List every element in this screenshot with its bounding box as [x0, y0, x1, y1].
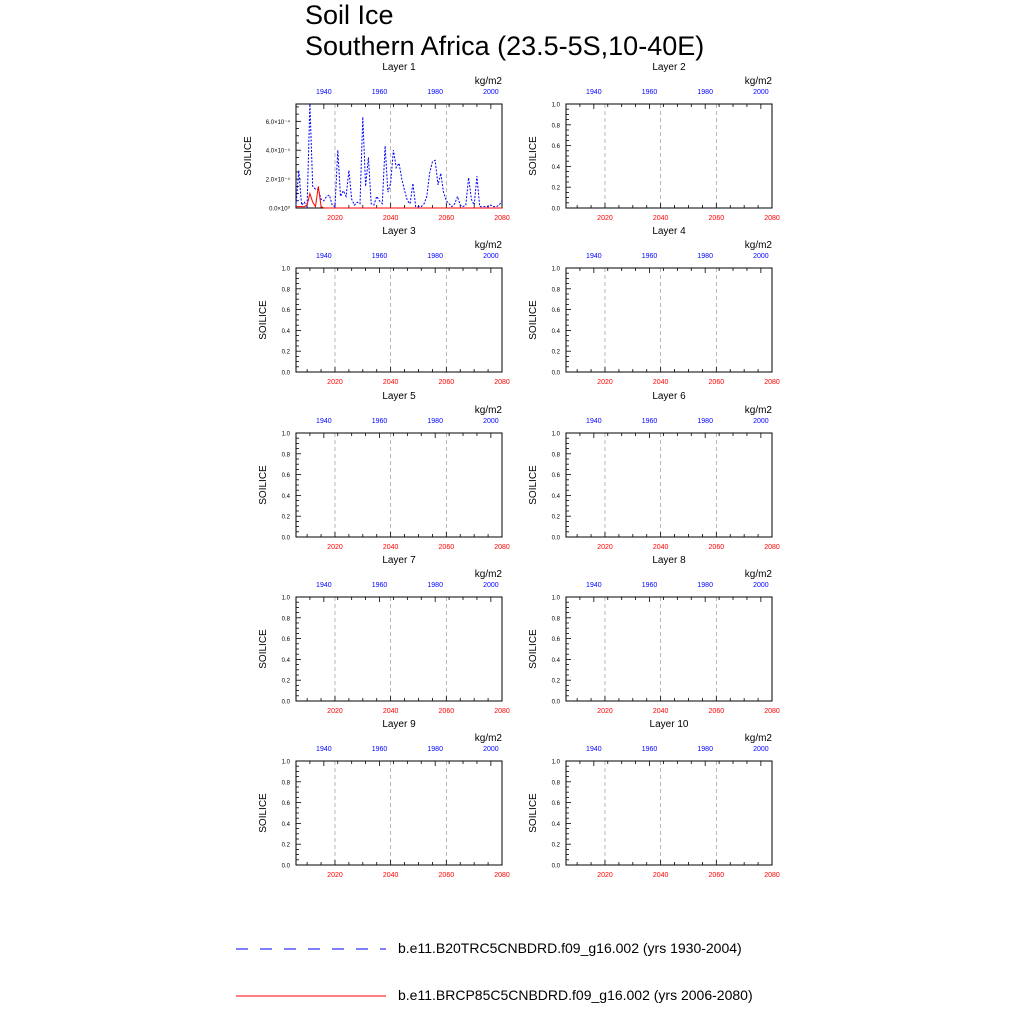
layer-10-title: Layer 10	[649, 719, 689, 730]
layer-4-bottom-tick-label-2020: 2020	[597, 379, 613, 386]
layer-7-bottom-tick-label-2080: 2080	[494, 708, 510, 715]
layer-7-bottom-tick-label-2060: 2060	[438, 708, 455, 715]
layer-6-y-tick-label: 0.2	[551, 514, 560, 521]
layer-2-y-tick-label: 1.0	[551, 102, 560, 109]
layer-9-y-tick-label: 0.2	[281, 842, 290, 849]
layer-10-bottom-tick-label-2040: 2040	[652, 872, 669, 879]
layer-1-ylabel: SOILICE	[243, 136, 254, 176]
layer-10-top-tick-label-1980: 1980	[697, 746, 713, 753]
layer-6-bottom-tick-label-2020: 2020	[597, 544, 613, 551]
layer-5-frame	[296, 433, 502, 537]
layer-4-title: Layer 4	[652, 226, 686, 237]
layer-2-y-tick-label: 0.0	[551, 206, 560, 213]
layer-3-y-tick-label: 0.4	[281, 328, 290, 335]
layer-6-y-tick-label: 0.8	[551, 452, 560, 459]
layer-9-top-tick-label-1940: 1940	[316, 746, 332, 753]
layer-3-top-tick-label-1980: 1980	[427, 253, 443, 260]
layer-8-y-tick-label: 0.2	[551, 678, 560, 685]
layer-7-top-tick-label-1940: 1940	[316, 582, 332, 589]
title-line-1: Soil Ice	[305, 0, 394, 30]
layer-2-bottom-tick-label-2020: 2020	[597, 215, 613, 222]
layer-6-title: Layer 6	[652, 391, 686, 402]
layer-9-top-tick-label-1960: 1960	[371, 746, 388, 753]
layer-8-top-tick-label-1940: 1940	[586, 582, 602, 589]
layer-10-y-tick-label: 0.0	[551, 863, 560, 870]
layer-5-bottom-tick-label-2020: 2020	[327, 544, 343, 551]
layer-3-y-tick-label: 0.8	[281, 287, 290, 294]
layer-5-y-tick-label: 0.6	[281, 473, 290, 480]
layer-4-y-tick-label: 0.8	[551, 287, 560, 294]
layer-2-top-tick-label-1980: 1980	[697, 89, 713, 96]
layer-1-top-tick-label-1940: 1940	[316, 89, 332, 96]
layer-6-y-tick-label: 0.0	[551, 535, 560, 542]
layer-2-top-tick-label-2000: 2000	[753, 89, 769, 96]
layer-4-y-tick-label: 0.2	[551, 349, 560, 356]
layer-10-top-tick-label-1940: 1940	[586, 746, 602, 753]
layer-1-top-tick-label-1960: 1960	[371, 89, 388, 96]
layer-4-ylabel: SOILICE	[528, 300, 539, 340]
layer-7-y-tick-label: 1.0	[281, 595, 290, 602]
layer-7-y-tick-label: 0.8	[281, 616, 290, 623]
layer-7-bottom-tick-label-2040: 2040	[382, 708, 399, 715]
layer-2-bottom-tick-label-2060: 2060	[708, 215, 725, 222]
layer-9-bottom-tick-label-2040: 2040	[382, 872, 399, 879]
layer-4-y-tick-label: 0.0	[551, 370, 560, 377]
layer-4-bottom-tick-label-2040: 2040	[652, 379, 669, 386]
layer-3-y-tick-label: 0.2	[281, 349, 290, 356]
layer-2-top-tick-label-1960: 1960	[641, 89, 658, 96]
layer-5-y-tick-label: 0.2	[281, 514, 290, 521]
layer-3-ylabel: SOILICE	[258, 300, 269, 340]
layer-10-bottom-tick-label-2020: 2020	[597, 872, 613, 879]
layer-4-top-tick-label-2000: 2000	[753, 253, 769, 260]
legend-label-historical: b.e11.B20TRC5CNBDRD.f09_g16.002 (yrs 1930-2004)	[398, 940, 742, 956]
layer-8-top-tick-label-1980: 1980	[697, 582, 713, 589]
layer-10-top-tick-label-2000: 2000	[753, 746, 769, 753]
layer-9-bottom-tick-label-2060: 2060	[438, 872, 455, 879]
layer-5-top-tick-label-1960: 1960	[371, 418, 388, 425]
layer-2-y-tick-label: 0.4	[551, 164, 560, 171]
layer-5-units: kg/m2	[474, 405, 502, 416]
layer-10-y-tick-label: 0.8	[551, 780, 560, 787]
layer-3-units: kg/m2	[474, 240, 502, 251]
layer-3-bottom-tick-label-2060: 2060	[438, 379, 455, 386]
layer-5-ylabel: SOILICE	[258, 465, 269, 505]
layer-10-frame	[566, 761, 772, 865]
layer-10-y-tick-label: 0.2	[551, 842, 560, 849]
layer-9-bottom-tick-label-2080: 2080	[494, 872, 510, 879]
layer-3-title: Layer 3	[382, 226, 416, 237]
layer-4-y-tick-label: 0.6	[551, 308, 560, 315]
layer-1-title: Layer 1	[382, 62, 416, 73]
layer-2-y-tick-label: 0.2	[551, 185, 560, 192]
layer-2-frame	[566, 104, 772, 208]
layer-1-frame	[296, 104, 502, 208]
layer-3-y-tick-label: 0.6	[281, 308, 290, 315]
layer-8-bottom-tick-label-2020: 2020	[597, 708, 613, 715]
layer-5-y-tick-label: 0.4	[281, 493, 290, 500]
layer-6-bottom-tick-label-2080: 2080	[764, 544, 780, 551]
layer-7-y-tick-label: 0.6	[281, 637, 290, 644]
layer-3-bottom-tick-label-2040: 2040	[382, 379, 399, 386]
legend	[0, 930, 1024, 1020]
layer-3-bottom-tick-label-2080: 2080	[494, 379, 510, 386]
layer-8-y-tick-label: 1.0	[551, 595, 560, 602]
layer-10-units: kg/m2	[744, 733, 772, 744]
layer-4-top-tick-label-1960: 1960	[641, 253, 658, 260]
layer-7-frame	[296, 597, 502, 701]
layer-5-y-tick-label: 0.0	[281, 535, 290, 542]
layer-8-bottom-tick-label-2040: 2040	[652, 708, 669, 715]
layer-8-bottom-tick-label-2060: 2060	[708, 708, 725, 715]
layer-1-top-tick-label-1980: 1980	[427, 89, 443, 96]
layer-9-y-tick-label: 0.4	[281, 821, 290, 828]
layer-7-top-tick-label-2000: 2000	[483, 582, 499, 589]
layer-7-top-tick-label-1960: 1960	[371, 582, 388, 589]
layer-9-bottom-tick-label-2020: 2020	[327, 872, 343, 879]
layer-7-title: Layer 7	[382, 555, 416, 566]
layer-1-y-tick-label: 0.0×10⁰	[269, 206, 290, 213]
layer-9-y-tick-label: 0.8	[281, 780, 290, 787]
layer-4-frame	[566, 268, 772, 372]
layer-1-series-historical	[296, 104, 502, 207]
layer-7-bottom-tick-label-2020: 2020	[327, 708, 343, 715]
layer-1-bottom-tick-label-2080: 2080	[494, 215, 510, 222]
layer-10-ylabel: SOILICE	[528, 793, 539, 833]
layer-4-top-tick-label-1980: 1980	[697, 253, 713, 260]
layer-3-top-tick-label-1960: 1960	[371, 253, 388, 260]
layer-6-top-tick-label-1960: 1960	[641, 418, 658, 425]
layer-5-bottom-tick-label-2060: 2060	[438, 544, 455, 551]
layer-4-bottom-tick-label-2060: 2060	[708, 379, 725, 386]
layer-2-bottom-tick-label-2080: 2080	[764, 215, 780, 222]
layer-2-y-tick-label: 0.6	[551, 144, 560, 151]
layer-1-bottom-tick-label-2060: 2060	[438, 215, 455, 222]
layer-3-top-tick-label-2000: 2000	[483, 253, 499, 260]
layer-8-y-tick-label: 0.6	[551, 637, 560, 644]
layer-8-top-tick-label-2000: 2000	[753, 582, 769, 589]
layer-10-top-tick-label-1960: 1960	[641, 746, 658, 753]
layer-2-units: kg/m2	[744, 76, 772, 87]
layer-10-bottom-tick-label-2060: 2060	[708, 872, 725, 879]
layer-3-y-tick-label: 1.0	[281, 266, 290, 273]
layer-9-units: kg/m2	[474, 733, 502, 744]
layer-4-bottom-tick-label-2080: 2080	[764, 379, 780, 386]
layer-8-y-tick-label: 0.0	[551, 699, 560, 706]
layer-6-top-tick-label-1980: 1980	[697, 418, 713, 425]
layer-6-units: kg/m2	[744, 405, 772, 416]
layer-4-units: kg/m2	[744, 240, 772, 251]
layer-7-y-tick-label: 0.2	[281, 678, 290, 685]
layer-5-y-tick-label: 0.8	[281, 452, 290, 459]
layer-6-bottom-tick-label-2040: 2040	[652, 544, 669, 551]
layer-5-top-tick-label-1980: 1980	[427, 418, 443, 425]
title-line-2: Southern Africa (23.5-5S,10-40E)	[305, 31, 705, 61]
layer-5-title: Layer 5	[382, 391, 416, 402]
layer-2-bottom-tick-label-2040: 2040	[652, 215, 669, 222]
layer-5-y-tick-label: 1.0	[281, 431, 290, 438]
layer-1-y-tick-label: 6.0×10⁻⁴	[265, 119, 290, 126]
layer-5-top-tick-label-1940: 1940	[316, 418, 332, 425]
layer-1-bottom-tick-label-2040: 2040	[382, 215, 399, 222]
layer-9-y-tick-label: 1.0	[281, 759, 290, 766]
layer-6-top-tick-label-1940: 1940	[586, 418, 602, 425]
layer-6-y-tick-label: 0.4	[551, 493, 560, 500]
layer-8-bottom-tick-label-2080: 2080	[764, 708, 780, 715]
layer-10-bottom-tick-label-2080: 2080	[764, 872, 780, 879]
layer-2-top-tick-label-1940: 1940	[586, 89, 602, 96]
layer-6-bottom-tick-label-2060: 2060	[708, 544, 725, 551]
layer-3-y-tick-label: 0.0	[281, 370, 290, 377]
layer-7-ylabel: SOILICE	[258, 629, 269, 669]
layer-9-title: Layer 9	[382, 719, 416, 730]
layer-8-y-tick-label: 0.4	[551, 657, 560, 664]
layer-4-y-tick-label: 0.4	[551, 328, 560, 335]
layer-3-top-tick-label-1940: 1940	[316, 253, 332, 260]
layer-8-ylabel: SOILICE	[528, 629, 539, 669]
layer-7-units: kg/m2	[474, 569, 502, 580]
layer-8-units: kg/m2	[744, 569, 772, 580]
layer-6-frame	[566, 433, 772, 537]
layer-9-frame	[296, 761, 502, 865]
layer-3-frame	[296, 268, 502, 372]
layer-1-top-tick-label-2000: 2000	[483, 89, 499, 96]
layer-7-y-tick-label: 0.4	[281, 657, 290, 664]
layer-10-y-tick-label: 0.4	[551, 821, 560, 828]
layer-6-ylabel: SOILICE	[528, 465, 539, 505]
layer-7-top-tick-label-1980: 1980	[427, 582, 443, 589]
layer-1-y-tick-label: 2.0×10⁻⁴	[265, 177, 290, 184]
layer-9-y-tick-label: 0.6	[281, 801, 290, 808]
layer-8-top-tick-label-1960: 1960	[641, 582, 658, 589]
layer-2-title: Layer 2	[652, 62, 686, 73]
layer-2-ylabel: SOILICE	[528, 136, 539, 176]
layer-4-top-tick-label-1940: 1940	[586, 253, 602, 260]
layer-10-y-tick-label: 1.0	[551, 759, 560, 766]
layer-7-y-tick-label: 0.0	[281, 699, 290, 706]
layer-8-frame	[566, 597, 772, 701]
layer-9-top-tick-label-1980: 1980	[427, 746, 443, 753]
layer-4-y-tick-label: 1.0	[551, 266, 560, 273]
layer-3-bottom-tick-label-2020: 2020	[327, 379, 343, 386]
legend-label-future: b.e11.BRCP85C5CNBDRD.f09_g16.002 (yrs 2006-2080)	[398, 987, 753, 1003]
layer-1-units: kg/m2	[474, 76, 502, 87]
layer-10-y-tick-label: 0.6	[551, 801, 560, 808]
layer-6-y-tick-label: 0.6	[551, 473, 560, 480]
layer-6-top-tick-label-2000: 2000	[753, 418, 769, 425]
layer-8-title: Layer 8	[652, 555, 686, 566]
layer-2-y-tick-label: 0.8	[551, 123, 560, 130]
layer-6-y-tick-label: 1.0	[551, 431, 560, 438]
layer-9-ylabel: SOILICE	[258, 793, 269, 833]
layer-5-top-tick-label-2000: 2000	[483, 418, 499, 425]
layer-5-bottom-tick-label-2040: 2040	[382, 544, 399, 551]
layer-5-bottom-tick-label-2080: 2080	[494, 544, 510, 551]
layer-9-top-tick-label-2000: 2000	[483, 746, 499, 753]
layer-1-y-tick-label: 4.0×10⁻⁴	[265, 148, 290, 155]
layer-9-y-tick-label: 0.0	[281, 863, 290, 870]
layer-8-y-tick-label: 0.8	[551, 616, 560, 623]
layer-1-bottom-tick-label-2020: 2020	[327, 215, 343, 222]
